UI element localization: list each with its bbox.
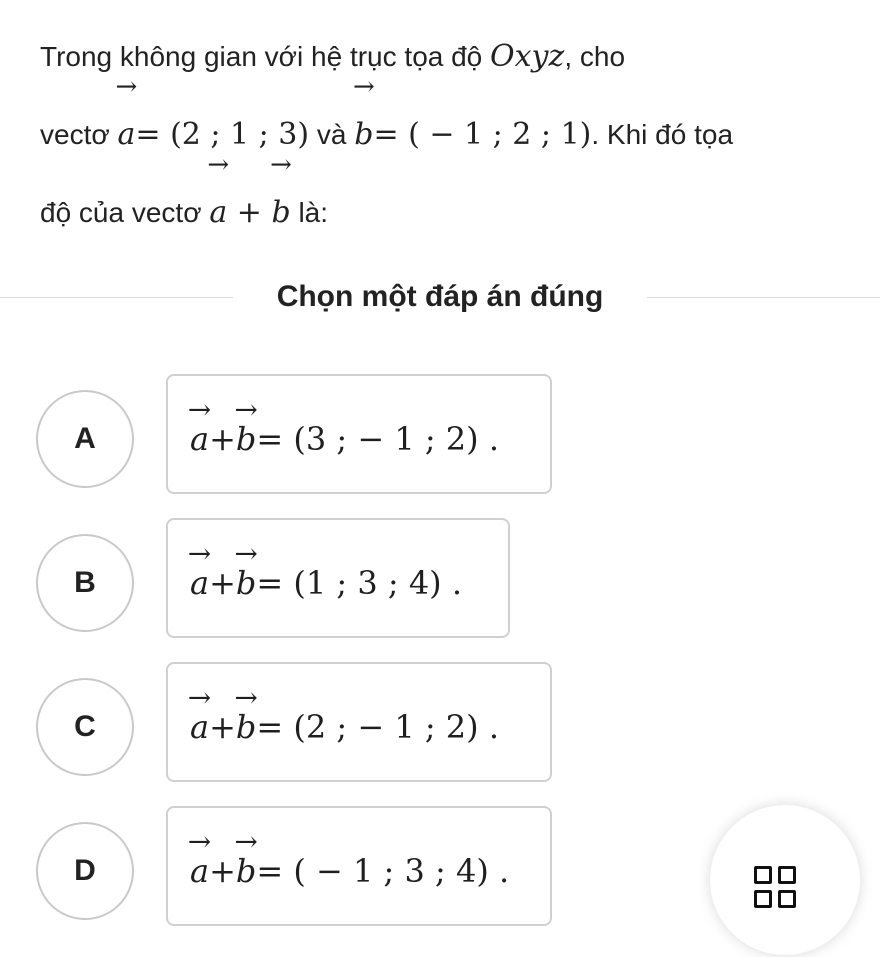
option-result-c: = (2 ; − 1 ; 2) . (256, 708, 499, 746)
option-result-a: = (3 ; − 1 ; 2) . (256, 420, 499, 458)
question-line-3: độ của vectơ → a + → b là: (40, 150, 329, 230)
option-d[interactable] (36, 822, 556, 946)
grid-icon[interactable] (754, 866, 800, 912)
question-line-1: Trong không gian với hệ trục tọa độ Oxyz, cho (40, 39, 626, 74)
option-a[interactable] (36, 390, 556, 514)
answer-instruction: Chọn một đáp án đúng (276, 280, 604, 313)
option-letter-d[interactable]: D (36, 822, 134, 920)
option-answer-d[interactable]: → a + → b = ( − 1 ; 3 ; 4) . (166, 806, 552, 926)
option-answer-c[interactable]: → a + → b = (2 ; − 1 ; 2) . (166, 662, 552, 782)
answer-section-divider (0, 272, 880, 322)
divider-line-left (0, 297, 233, 298)
question-text (40, 18, 860, 252)
option-result-b: = (1 ; 3 ; 4) . (256, 564, 462, 602)
option-b[interactable] (36, 534, 556, 658)
option-letter-a[interactable]: A (36, 390, 134, 488)
option-answer-a[interactable]: → a + → b = (3 ; − 1 ; 2) . (166, 374, 552, 494)
option-letter-b[interactable]: B (36, 534, 134, 632)
axes-label: Oxyz (490, 39, 565, 74)
option-answer-b[interactable]: → a + → b = (1 ; 3 ; 4) . (166, 518, 510, 638)
question-line-2: vectơ → a= (2 ; 1 ; 3) và → b= ( − 1 ; 2 ; 1). Khi đó tọa (40, 72, 734, 152)
option-result-d: = ( − 1 ; 3 ; 4) . (256, 852, 510, 890)
divider-line-right (647, 297, 880, 298)
vector-b-def: → b= ( − 1 ; 2 ; 1) (352, 72, 592, 152)
option-letter-c[interactable]: C (36, 678, 134, 776)
option-c[interactable] (36, 678, 556, 802)
vector-a-def: → a= (2 ; 1 ; 3) (115, 72, 310, 152)
vector-sum-expr: → a + → b (207, 150, 292, 230)
